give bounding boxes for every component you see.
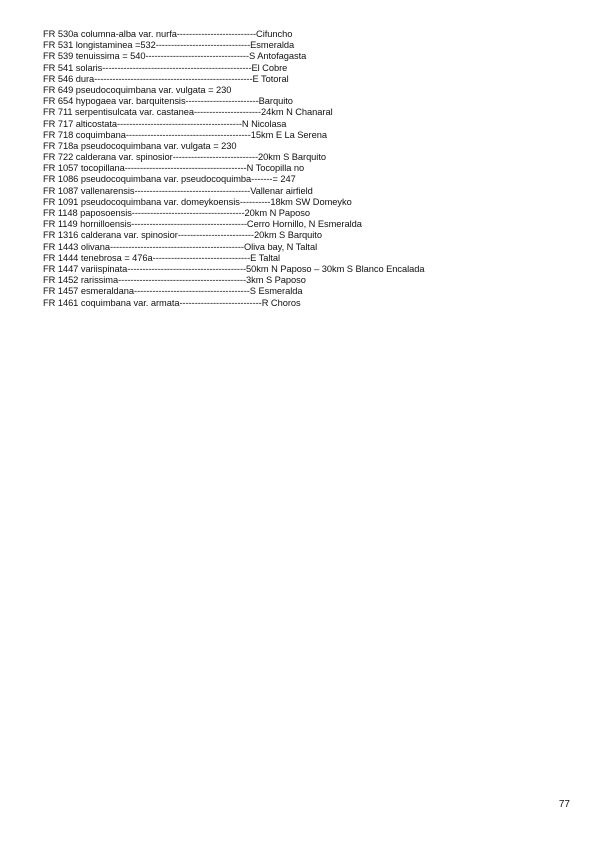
list-item: FR 539 tenuissima = 540----------------------------------S Antofagasta: [43, 51, 307, 62]
list-item: FR 1444 tenebrosa = 476a--------------------------------E Taltal: [43, 252, 281, 263]
page-number: 77: [558, 799, 570, 810]
list-item: FR 1461 coquimbana var. armata---------------------------R Choros: [43, 297, 301, 308]
list-item: FR 1443 olivana--------------------------------------------Oliva bay, N Taltal: [43, 241, 318, 252]
list-item: FR 531 longistaminea =532-------------------------------Esmeralda: [43, 40, 295, 51]
list-item: FR 717 alticostata-----------------------------------------N Nicolasa: [43, 118, 287, 129]
list-item: FR 530a columna-alba var. nurfa--------------------------Cifuncho: [43, 29, 293, 39]
list-item: FR 1148 paposoensis-------------------------------------20km N Paposo: [43, 208, 310, 218]
list-item: FR 718 coquimbana-----------------------------------------15km E La Serena: [43, 129, 327, 140]
list-item: FR 654 hypogaea var. barquitensis------------------------Barquito: [43, 96, 293, 107]
list-item: FR 546 dura----------------------------------------------------E Totoral: [43, 73, 289, 84]
list-item: FR 1091 pseudocoquimbana var. domeykoensis----------18km SW Domeyko: [43, 196, 352, 207]
list-item: FR 711 serpentisulcata var. castanea----------------------24km N Chanaral: [43, 107, 333, 118]
list-item: FR 1149 hornilloensis--------------------------------------Cerro Hornillo, N Esmeralda: [43, 219, 362, 230]
list-item: FR 541 solaris-------------------------------------------------El Cobre: [43, 62, 288, 73]
list-item: FR 649 pseudocoquimbana var. vulgata = 230: [43, 84, 232, 95]
list-item: FR 1447 variispinata---------------------------------------50km N Paposo – 30km S Blanco Encalada: [43, 263, 425, 274]
list-item: FR 718a pseudocoquimbana var. vulgata = 230: [43, 140, 237, 151]
list-item: FR 722 calderana var. spinosior----------------------------20km S Barquito: [43, 152, 326, 163]
list-item: FR 1086 pseudocoquimbana var. pseudocoquimba-------= 247: [43, 174, 296, 185]
field-number-list: [43, 29, 583, 309]
list-item: FR 1316 calderana var. spinosior-------------------------20km S Barquito: [43, 230, 322, 241]
list-item: FR 1457 esmeraldana--------------------------------------S Esmeralda: [43, 286, 303, 297]
list-item: FR 1452 rarissima------------------------------------------3km S Paposo: [43, 275, 306, 286]
list-item: FR 1087 vallenarensis--------------------------------------Vallenar airfield: [43, 185, 313, 196]
list-item: FR 1057 tocopillana----------------------------------------N Tocopilla no: [43, 163, 305, 174]
